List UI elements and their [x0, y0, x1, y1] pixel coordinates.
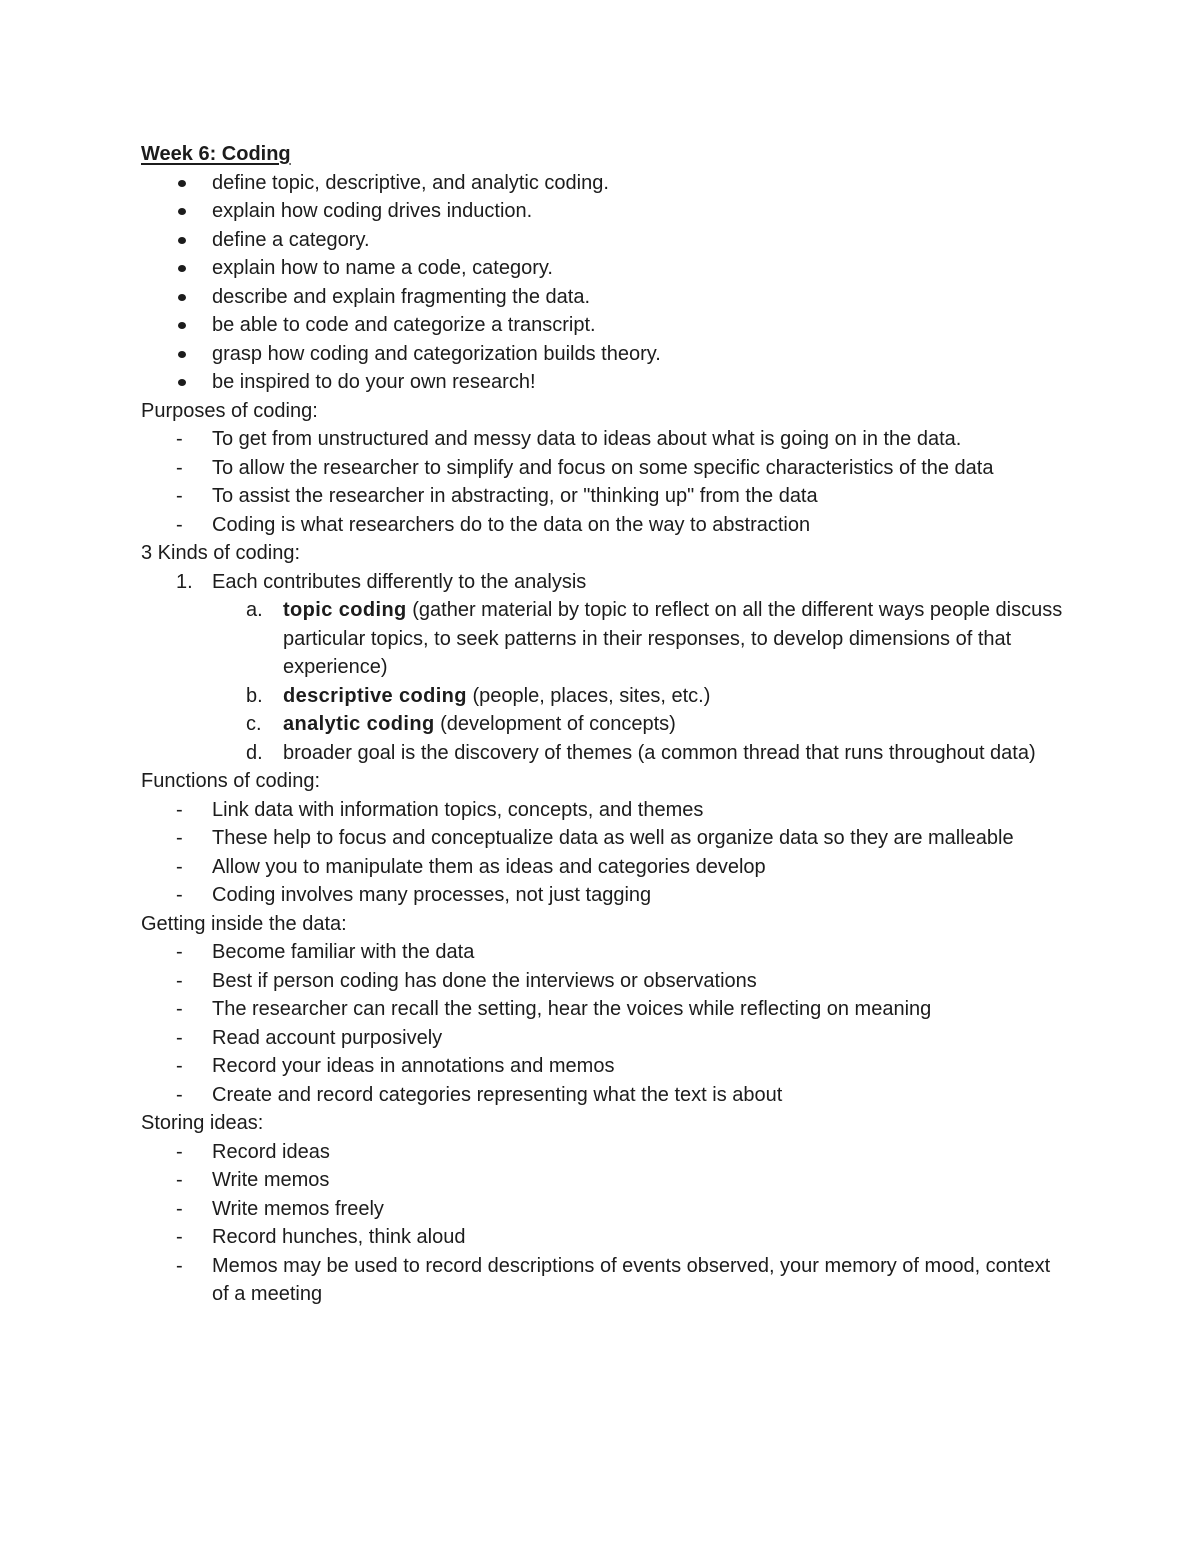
dash-marker: -	[176, 969, 183, 992]
list-item: d. broader goal is the discovery of themes (a common thread that runs throughout data)	[212, 739, 1071, 768]
bullet-icon	[178, 294, 186, 301]
dash-marker: -	[176, 998, 183, 1020]
dash-marker: -	[176, 1226, 183, 1248]
document-page	[141, 140, 1071, 1309]
list-item: explain how coding drives induction.	[141, 197, 1071, 226]
functions-list	[141, 796, 1071, 910]
bullet-icon	[178, 237, 186, 244]
dash-marker: -	[176, 513, 183, 536]
term-label: analytic coding	[283, 713, 435, 735]
list-item: be able to code and categorize a transcript.	[141, 311, 1071, 340]
list-item: - The researcher can recall the setting, hear the voices while reflecting on meaning	[141, 995, 1071, 1024]
dash-marker: -	[176, 941, 183, 963]
dash-marker: -	[176, 485, 183, 507]
bullet-icon	[178, 180, 186, 187]
bullet-icon	[178, 265, 186, 272]
dash-marker: -	[176, 827, 183, 849]
dash-marker: -	[176, 1197, 183, 1220]
storing-heading: Storing ideas:	[141, 1112, 264, 1134]
dash-marker: -	[176, 1026, 183, 1049]
list-item: - Create and record categories representing what the text is about	[141, 1081, 1071, 1110]
dash-marker: -	[176, 1254, 183, 1277]
list-item: - Write memos	[141, 1166, 1071, 1195]
dash-marker: -	[176, 428, 183, 450]
list-item: 1. Each contributes differently to the analysis	[141, 568, 1071, 597]
dash-marker: -	[176, 1055, 183, 1077]
storing-list	[141, 1138, 1071, 1309]
letter-marker: b.	[246, 684, 263, 707]
list-item: - To allow the researcher to simplify and focus on some specific characteristics of the data	[141, 454, 1071, 483]
list-item: - Link data with information topics, concepts, and themes	[141, 796, 1071, 825]
list-item: explain how to name a code, category.	[141, 254, 1071, 283]
letter-marker: c.	[246, 713, 262, 735]
objectives-list	[141, 169, 1071, 397]
kinds-heading: 3 Kinds of coding:	[141, 542, 300, 564]
inside-heading: Getting inside the data:	[141, 912, 347, 935]
list-item: define topic, descriptive, and analytic coding.	[141, 169, 1071, 198]
inside-list	[141, 938, 1071, 1109]
purposes-heading: Purposes of coding:	[141, 399, 318, 422]
list-item: - Become familiar with the data	[141, 938, 1071, 967]
bullet-icon	[178, 351, 186, 358]
list-item: b. descriptive coding (people, places, sites, etc.)	[212, 682, 1071, 711]
dash-marker: -	[176, 884, 183, 906]
bullet-icon	[178, 208, 186, 215]
functions-heading: Functions of coding:	[141, 770, 320, 792]
list-item: - Coding is what researchers do to the data on the way to abstraction	[141, 511, 1071, 540]
dash-marker: -	[176, 1169, 183, 1191]
kinds-sublist	[212, 596, 1071, 767]
dash-marker: -	[176, 855, 183, 878]
number-marker: 1.	[176, 570, 193, 593]
list-item: - Write memos freely	[141, 1195, 1071, 1224]
list-item: a. topic coding (gather material by topic to reflect on all the different ways people discuss particular topics, to seek patterns in their responses, to develop dimensions of that experience)	[212, 596, 1071, 682]
list-item: - Read account purposively	[141, 1024, 1071, 1053]
term-label: descriptive coding	[283, 684, 467, 707]
list-item: - Record your ideas in annotations and memos	[141, 1052, 1071, 1081]
letter-marker: d.	[246, 741, 263, 764]
list-item: - Coding involves many processes, not just tagging	[141, 881, 1071, 910]
bullet-icon	[178, 379, 186, 386]
dash-marker: -	[176, 798, 183, 821]
list-item: be inspired to do your own research!	[141, 368, 1071, 397]
list-item: describe and explain fragmenting the data.	[141, 283, 1071, 312]
term-label: topic coding	[283, 599, 407, 621]
list-item: - Record ideas	[141, 1138, 1071, 1167]
dash-marker: -	[176, 1083, 183, 1106]
letter-marker: a.	[246, 599, 263, 621]
list-item: - Memos may be used to record descriptions of events observed, your memory of mood, context of a meeting	[141, 1252, 1071, 1309]
list-item: - To get from unstructured and messy data to ideas about what is going on in the data.	[141, 425, 1071, 454]
list-item: - These help to focus and conceptualize data as well as organize data so they are malleable	[141, 824, 1071, 853]
page-title: Week 6: Coding	[141, 143, 291, 165]
list-item: - To assist the researcher in abstracting, or "thinking up" from the data	[141, 482, 1071, 511]
kinds-list	[141, 568, 1071, 597]
dash-marker: -	[176, 1140, 183, 1163]
bullet-icon	[178, 322, 186, 329]
dash-marker: -	[176, 456, 183, 479]
list-item: - Best if person coding has done the interviews or observations	[141, 967, 1071, 996]
list-item: - Allow you to manipulate them as ideas and categories develop	[141, 853, 1071, 882]
list-item: grasp how coding and categorization builds theory.	[141, 340, 1071, 369]
purposes-list	[141, 425, 1071, 539]
list-item: define a category.	[141, 226, 1071, 255]
list-item: c. analytic coding (development of concepts)	[212, 710, 1071, 739]
list-item: - Record hunches, think aloud	[141, 1223, 1071, 1252]
